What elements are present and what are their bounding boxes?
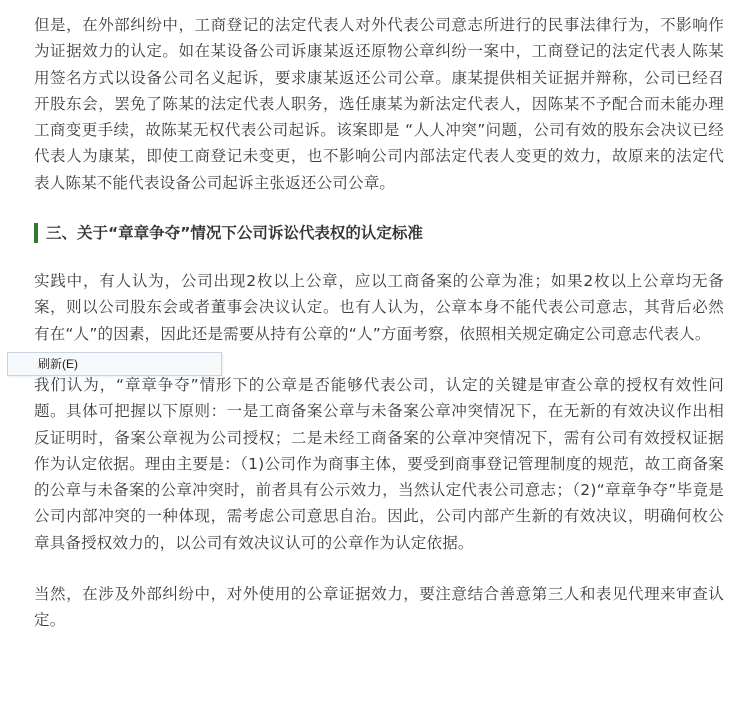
section-heading: 三、关于“章章争夺”情况下公司诉讼代表权的认定标准 xyxy=(34,223,724,243)
paragraph-2: 实践中，有人认为，公司出现2枚以上公章，应以工商备案的公章为准；如果2枚以上公章均无备案，则以公司股东会或者董事会决议认定。也有人认为，公章本身不能代表公司意志，其背后必然有在“人”的因素，因此还是需要从持有公章的“人”方面考察，依照相关规定确定公司意志代表人。 xyxy=(34,272,724,343)
refresh-menu-item[interactable]: 刷新(E) xyxy=(38,357,78,371)
paragraph-3: 我们认为，“章章争夺”情形下的公章是否能够代表公司，认定的关键是审查公章的授权有效性问题。具体可把握以下原则：一是工商备案公章与未备案公章冲突情况下，在无新的有效决议作出相反证明时，备案公章视为公司授权；二是未经工商备案的公章冲突情况下，需有公司有效授权证据作为认定依据。理由主要是：（1)公司作为商事主体，要受到商事登记管理制度的规范，故工商备案的公章与未备案的公章冲突时，前者具有公示效力，当然认定代表公司意志；（2)“章章争夺”毕竟是公司内部冲突的一种体现，需考虑公司意思自治。因此，公司内部产生新的有效决议，明确何枚公章具备授权效力的，以公司有效决议认可的公章作为认定依据。 xyxy=(34,375,724,552)
paragraph-1: 但是，在外部纠纷中，工商登记的法定代表人对外代表公司意志所进行的民事法律行为，不影响作为证据效力的认定。如在某设备公司诉康某返还原物公章纠纷一案中，工商登记的法定代表人陈某用签名方式以设备公司名义起诉，要求康某返还公司公章。康某提供相关证据并辩称，公司已经召开股东会，罢免了陈某的法定代表人职务，选任康某为新法定代表人，因陈某不予配合而未能办理工商变更手续，故陈某无权代表公司起诉。该案即是 “人人冲突”问题，公司有效的股东会决议已经代表人为康某，即使工商登记未变更，也不影响公司内部法定代表人变更的效力，故原来的法定代表人陈某不能代表设备公司起诉主张返还公司公章。 xyxy=(34,16,724,192)
article-body xyxy=(34,12,724,634)
context-menu xyxy=(7,352,222,376)
paragraph-4: 当然，在涉及外部纠纷中，对外使用的公章证据效力，要注意结合善意第三人和表见代理来审查认定。 xyxy=(34,585,724,630)
